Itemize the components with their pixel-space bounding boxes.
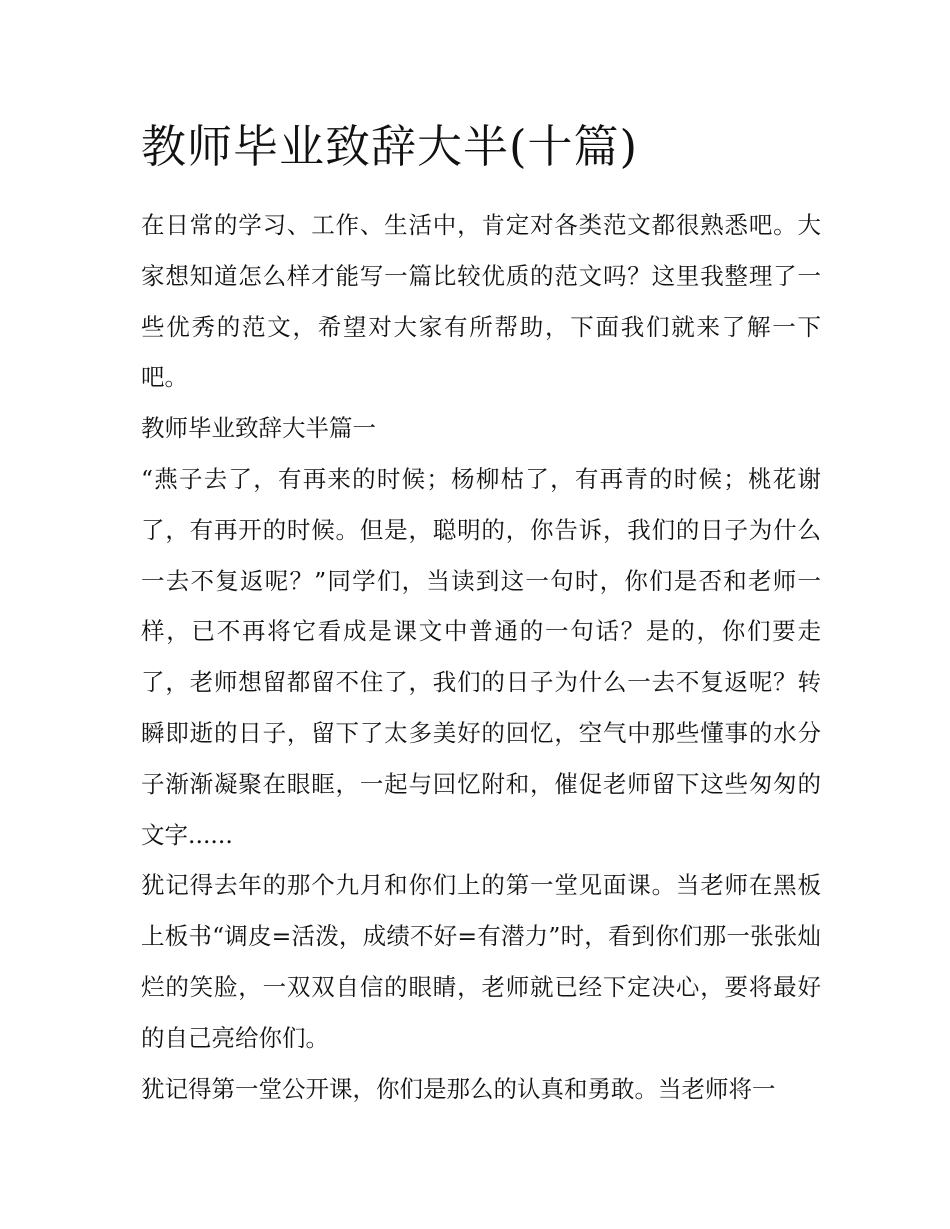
paragraph-first-class: 犹记得去年的那个九月和你们上的第一堂见面课。当老师在黑板上板书“调皮=活泼，成绩不好=有潜力”时，看到你们那一张张灿烂的笑脸，一双双自信的眼睛，老师就已经下定决心，要将最好的自己亮给你们。 — [141, 871, 821, 1052]
section-heading: 教师毕业致辞大半篇一 — [141, 414, 376, 443]
document-page — [141, 112, 821, 1114]
document-body — [141, 200, 821, 1114]
paragraph-intro: 在日常的学习、工作、生活中，肯定对各类范文都很熟悉吧。大家想知道怎么样才能写一篇比较优质的范文吗？这里我整理了一些优秀的范文，希望对大家有所帮助，下面我们就来了解一下吧。 — [141, 211, 821, 392]
document-title: 教师毕业致辞大半(十篇) — [141, 120, 639, 173]
paragraph-open-class: 犹记得第一堂公开课，你们是那么的认真和勇敢。当老师将一 — [141, 1074, 776, 1103]
paragraph-quote: “燕子去了，有再来的时候；杨柳枯了，有再青的时候；桃花谢了，有再开的时候。但是，聪明的，你告诉，我们的日子为什么一去不复返呢？”同学们，当读到这一句时，你们是否和老师一样，已不再将它看成是课文中普通的一句话？是的，你们要走了，老师想留都留不住了，我们的日子为什么一去不复返呢？转瞬即逝的日子，留下了太多美好的回忆，空气中那些懂事的水分子渐渐凝聚在眼眶，一起与回忆附和，催促老师留下这些匆匆的文字...... — [141, 464, 821, 849]
